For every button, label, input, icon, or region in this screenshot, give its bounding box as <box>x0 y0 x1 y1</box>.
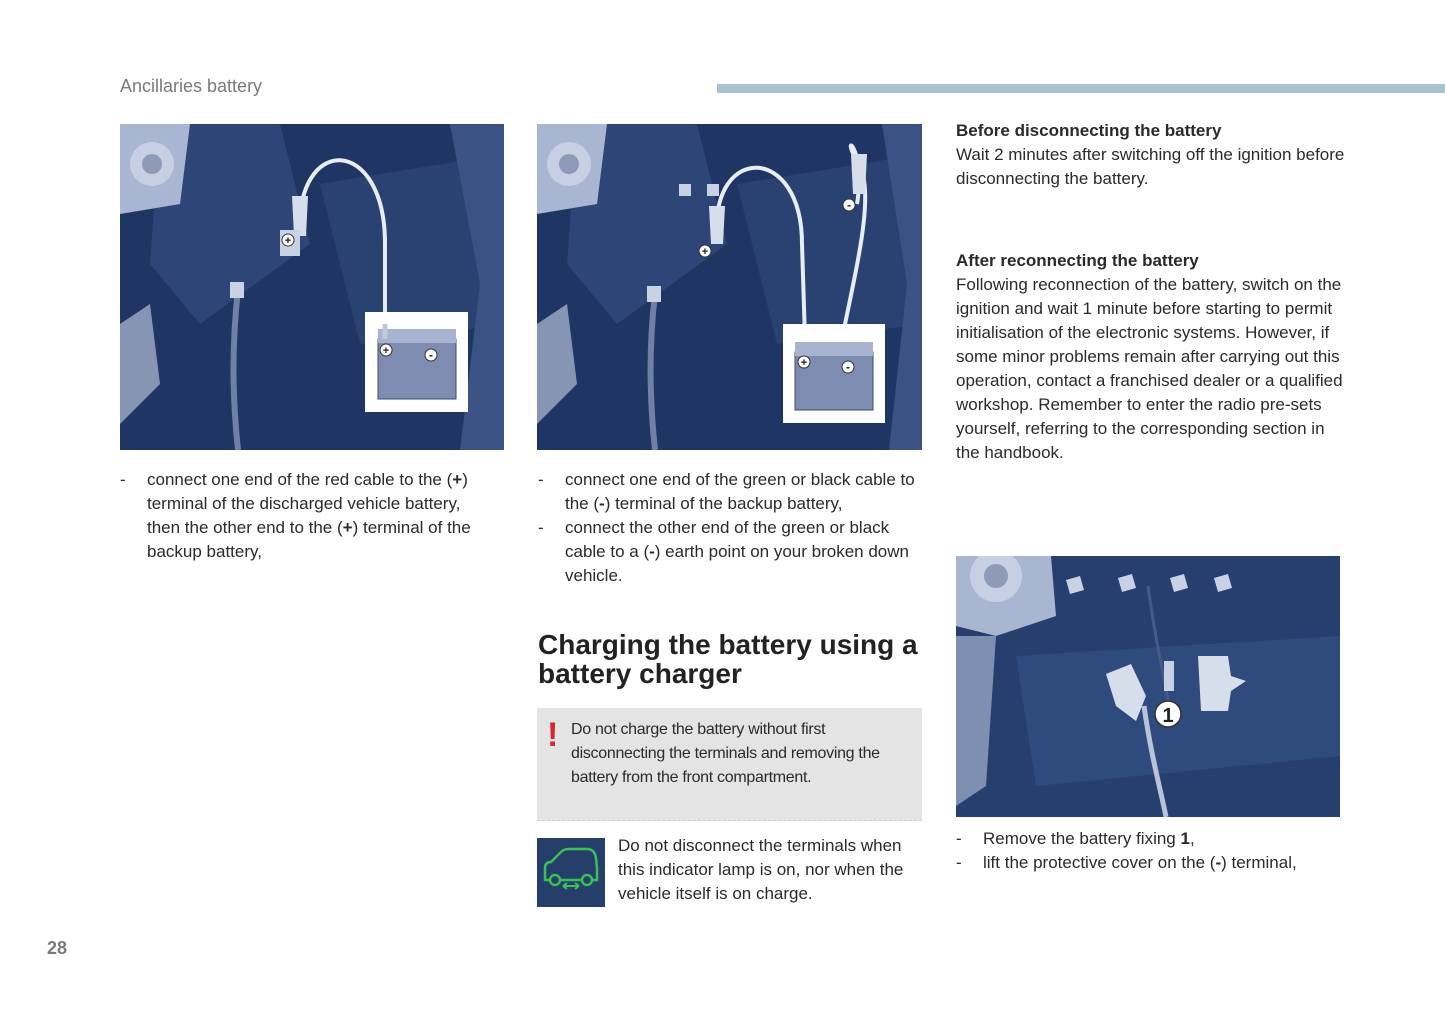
step-lift-cover: - lift the protective cover on the (-) terminal, <box>956 853 1297 872</box>
car-charging-indicator-icon <box>537 838 605 907</box>
figure-black-cable <box>537 124 922 450</box>
header-rule <box>717 84 1445 93</box>
before-text: Wait 2 minutes after switching off the ignition before disconnecting the battery. <box>956 145 1345 188</box>
figure-red-cable <box>120 124 504 450</box>
svg-text:+: + <box>701 246 709 258</box>
step-connect-black-earth: - connect the other end of the green or black cable to a (-) earth point on your broken down vehicle. <box>538 518 909 585</box>
svg-text:-: - <box>429 348 433 362</box>
step-connect-black-backup: - connect one end of the green or black cable to the (-) terminal of the backup battery, <box>538 470 915 513</box>
figure-battery-fixing <box>956 556 1340 817</box>
callout-1 <box>1155 701 1181 727</box>
section-title: Ancillaries battery <box>120 76 263 96</box>
svg-text:-: - <box>846 360 850 374</box>
before-title: Before disconnecting the battery <box>956 121 1222 140</box>
svg-text:1: 1 <box>1162 705 1174 727</box>
steps-list-1 <box>120 468 496 564</box>
steps-list-2 <box>538 468 922 588</box>
svg-text:+: + <box>800 357 808 369</box>
step-connect-red: - connect one end of the red cable to the (+) terminal of the discharged vehicle battery, then the other end to the (+) terminal of the backup battery, <box>120 470 471 561</box>
svg-text:+: + <box>284 235 292 247</box>
svg-text:-: - <box>847 198 851 212</box>
warning-text: Do not charge the battery without first disconnecting the terminals and removing the battery from the front compartment. <box>571 721 880 786</box>
after-reconnecting-block <box>956 249 1346 465</box>
indicator-text: Do not disconnect the terminals when this indicator lamp is on, nor when the vehicle itself is on charge. <box>618 836 904 903</box>
after-title: After reconnecting the battery <box>956 251 1199 270</box>
charging-heading: Charging the battery using a battery charger <box>538 629 918 689</box>
page-number: 28 <box>47 938 68 958</box>
before-disconnecting-block <box>956 119 1346 191</box>
backup-battery-minus <box>425 348 437 362</box>
earth-point-minus <box>843 198 855 212</box>
step-remove-fixing: - Remove the battery fixing 1, <box>956 829 1195 848</box>
after-text: Following reconnection of the battery, switch on the ignition and wait 1 minute before starting to permit initialisation of the electronic systems. However, if some minor problems remain after carrying out this operation, contact a franchised dealer or a qualified workshop. Remember to enter the radio pre-sets yourself, referring to the corresponding section in the handbook. <box>956 275 1343 462</box>
backup-battery-minus <box>842 360 854 374</box>
svg-text:+: + <box>382 345 390 357</box>
warning-exclamation-icon: ! <box>547 716 559 754</box>
warning-box <box>537 708 922 821</box>
steps-list-3 <box>956 827 1340 875</box>
